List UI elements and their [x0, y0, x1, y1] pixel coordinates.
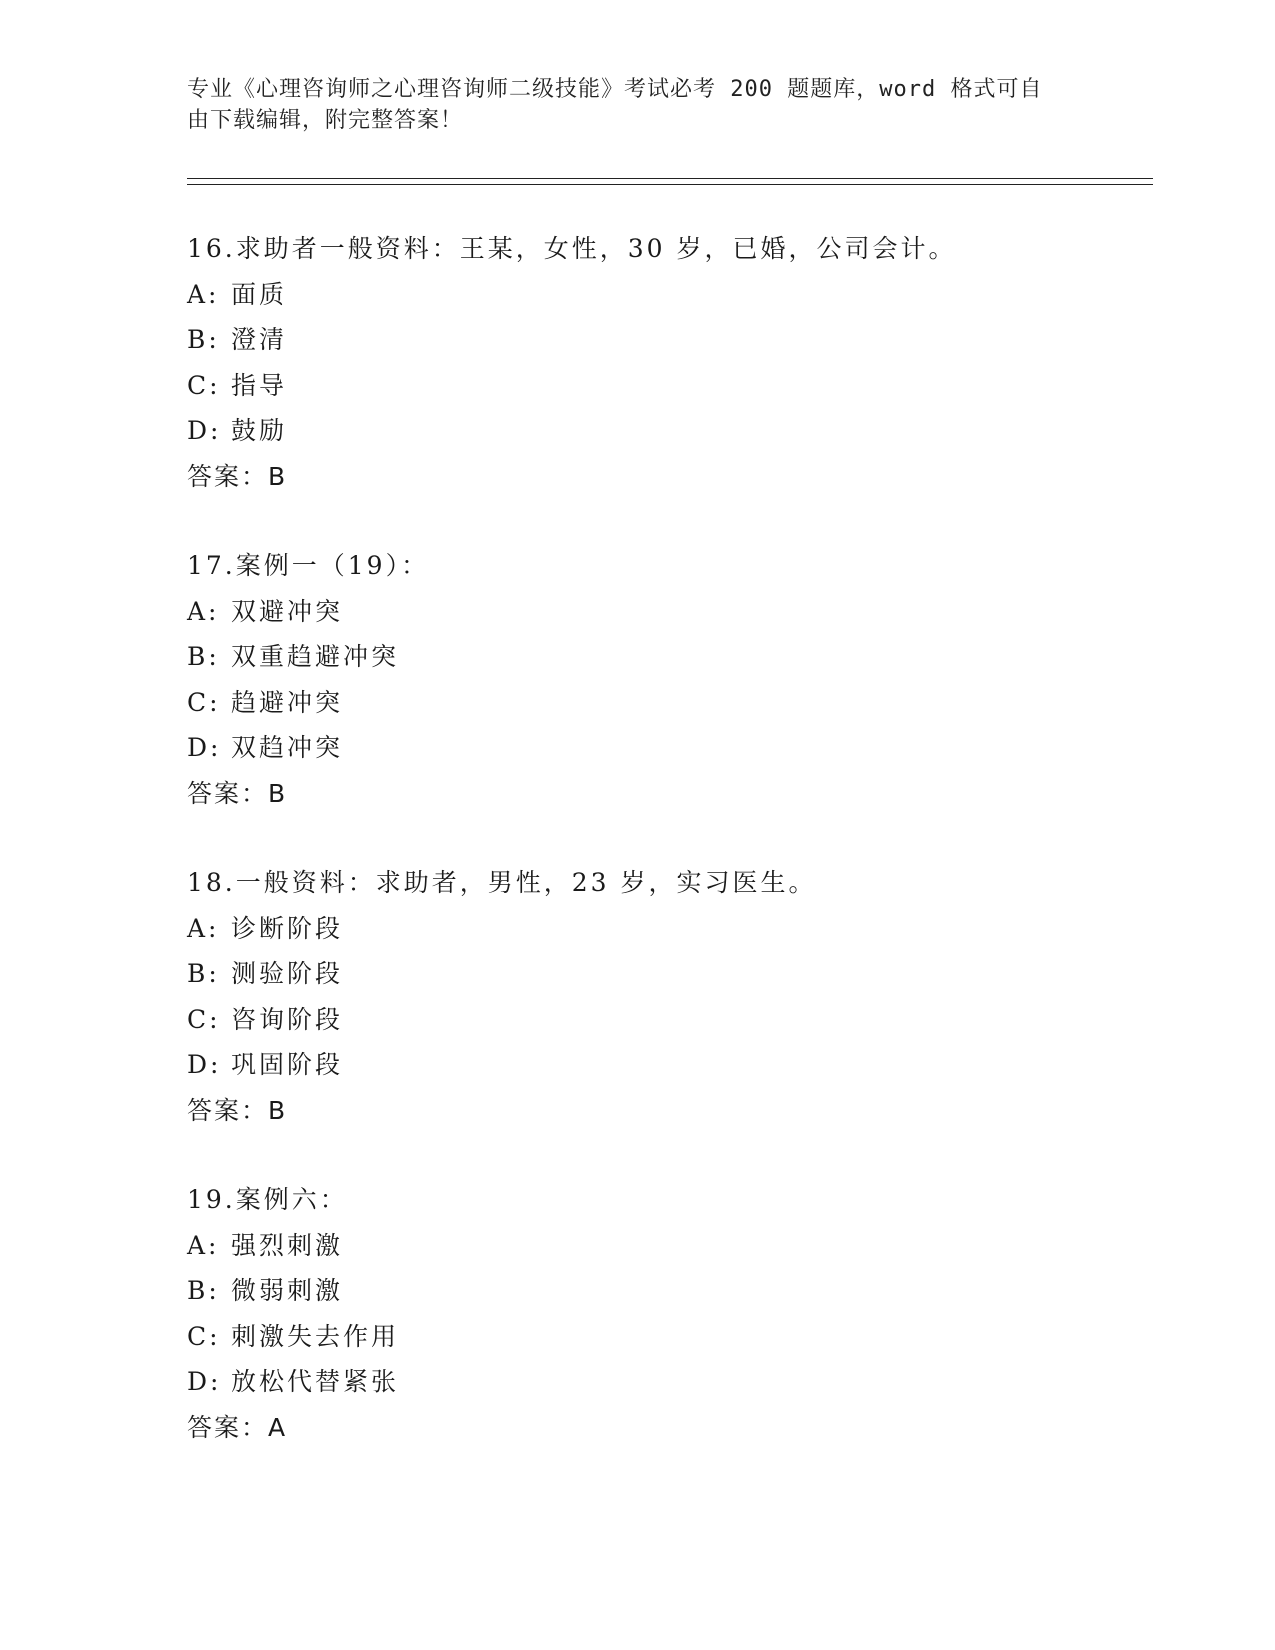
option-a: [187, 906, 1187, 952]
option-key: A:: [187, 1230, 220, 1260]
option-a: [187, 1223, 1187, 1269]
option-text: 澄清: [231, 325, 288, 354]
option-text: 趋避冲突: [231, 687, 344, 717]
option-c: [187, 1314, 1187, 1360]
answer-line: 答案：A: [187, 1412, 288, 1442]
question-block-19: [187, 1177, 1187, 1450]
option-key: B:: [187, 325, 220, 354]
option-text: 微弱刺激: [231, 1276, 344, 1305]
header-line-2: 由下载编辑，附完整答案！: [187, 108, 464, 133]
answer-line: 答案：B: [187, 1095, 288, 1125]
question-block-17: [187, 543, 1187, 816]
option-text: 面质: [231, 279, 288, 309]
option-text: 强烈刺激: [231, 1230, 344, 1260]
option-key: C:: [187, 1004, 221, 1034]
option-text: 指导: [231, 370, 288, 400]
option-key: D:: [187, 733, 222, 762]
option-key: C:: [187, 687, 221, 717]
option-c: [187, 363, 1187, 409]
option-b: [187, 1268, 1187, 1314]
option-a: [187, 589, 1187, 635]
option-key: D:: [187, 1367, 222, 1396]
question-block-18: [187, 860, 1187, 1133]
option-d: [187, 408, 1187, 454]
option-text: 刺激失去作用: [231, 1321, 400, 1351]
option-text: 巩固阶段: [231, 1050, 344, 1079]
option-text: 双避冲突: [231, 596, 344, 626]
option-b: [187, 951, 1187, 997]
header-line-1: 专业《心理咨询师之心理咨询师二级技能》考试必考 200 题题库，word 格式可自: [187, 77, 1043, 102]
option-text: 双重趋避冲突: [231, 642, 400, 671]
option-b: [187, 317, 1187, 363]
option-key: C:: [187, 1321, 221, 1351]
option-key: D:: [187, 416, 222, 445]
option-d: [187, 1042, 1187, 1088]
answer-line: 答案：B: [187, 461, 288, 491]
option-key: C:: [187, 370, 221, 400]
option-key: A:: [187, 596, 220, 626]
question-stem: 18.一般资料：求助者，男性，23 岁，实习医生。: [187, 868, 817, 897]
option-key: B:: [187, 642, 220, 671]
option-b: [187, 634, 1187, 680]
header-divider: [187, 178, 1153, 185]
option-d: [187, 1359, 1187, 1405]
option-key: A:: [187, 913, 220, 943]
option-a: [187, 272, 1187, 318]
option-key: D:: [187, 1050, 222, 1079]
option-d: [187, 725, 1187, 771]
option-c: [187, 680, 1187, 726]
question-block-16: [187, 226, 1187, 499]
question-stem: 17.案例一（19）：: [187, 551, 430, 580]
option-key: B:: [187, 1276, 220, 1305]
option-text: 鼓励: [231, 416, 288, 445]
option-text: 放松代替紧张: [231, 1367, 400, 1396]
option-c: [187, 997, 1187, 1043]
option-key: B:: [187, 959, 220, 988]
option-text: 诊断阶段: [231, 913, 344, 943]
question-stem: 19.案例六：: [187, 1185, 348, 1214]
answer-line: 答案：B: [187, 778, 288, 808]
option-key: A:: [187, 279, 220, 309]
option-text: 咨询阶段: [231, 1004, 344, 1034]
option-text: 测验阶段: [231, 959, 344, 988]
option-text: 双趋冲突: [231, 733, 344, 762]
question-stem: 16.求助者一般资料：王某，女性，30 岁，已婚，公司会计。: [187, 234, 957, 263]
document-header: [187, 74, 1067, 136]
